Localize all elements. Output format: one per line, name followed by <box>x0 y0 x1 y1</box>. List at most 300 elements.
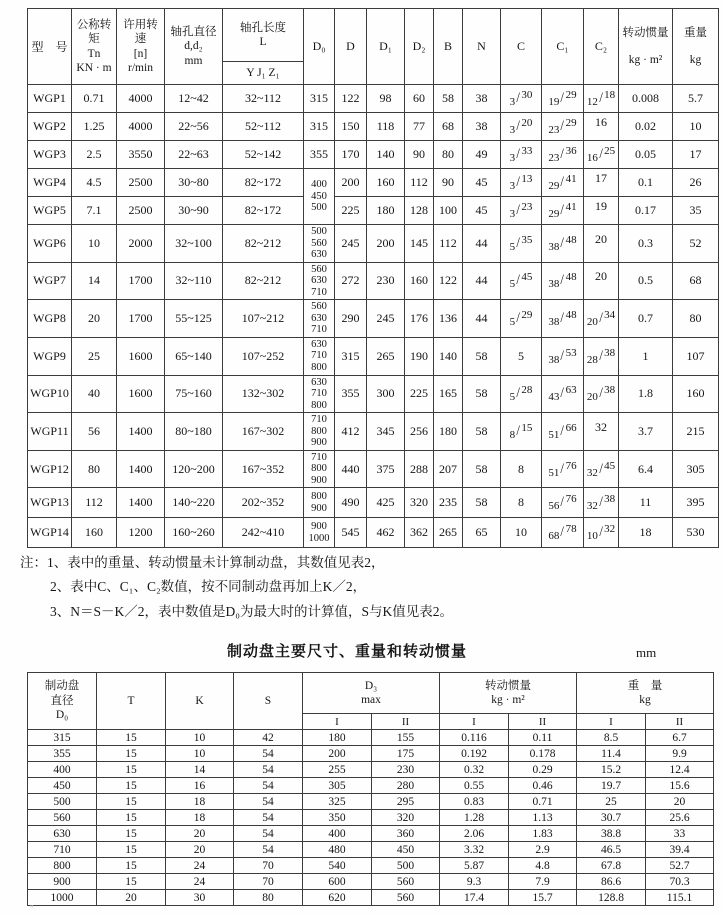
cell-inertia-I: 9.3 <box>440 874 509 890</box>
cell-t: 15 <box>97 746 166 762</box>
cell-weight: 215 <box>673 413 719 451</box>
cell-b: 100 <box>434 197 463 225</box>
cell-len: 167~302 <box>223 413 304 451</box>
cell-torque: 80 <box>72 450 117 488</box>
header-line: 重 量 <box>627 679 663 692</box>
cell-weight-I: 38.8 <box>577 826 646 842</box>
cell-inertia-II: 15.7 <box>509 890 577 906</box>
cell-model: WGP9 <box>28 337 72 375</box>
cell-t: 15 <box>97 858 166 874</box>
cell-weight-II: 9.9 <box>646 746 714 762</box>
cell-len: 167~352 <box>223 450 304 488</box>
cell-len: 52~142 <box>223 141 304 169</box>
cell-d3-I: 255 <box>303 762 372 778</box>
cell-disc-d0: 800 <box>28 858 97 874</box>
cell-k: 10 <box>166 730 234 746</box>
cell-s: 54 <box>234 778 303 794</box>
cell-n: 58 <box>463 413 501 451</box>
cell-t: 15 <box>97 778 166 794</box>
cell-d3-II: 500 <box>372 858 440 874</box>
header-line: max <box>361 694 381 706</box>
cell-d2: 288 <box>405 450 434 488</box>
cell-speed: 3550 <box>117 141 165 169</box>
header-line: 直径 <box>50 694 74 707</box>
cell-disc-d0: 450 <box>28 778 97 794</box>
cell-d3-II: 560 <box>372 890 440 906</box>
cell-speed: 1700 <box>117 300 165 338</box>
cell-c: 5/45 <box>501 262 542 300</box>
cell-c1: 38/53 <box>542 337 584 375</box>
cell-d: 440 <box>335 450 367 488</box>
cell-disc-d0: 315 <box>28 730 97 746</box>
cell-d3-I: 600 <box>303 874 372 890</box>
cell-t: 15 <box>97 810 166 826</box>
cell-len: 52~112 <box>223 113 304 141</box>
cell-weight: 530 <box>673 518 719 548</box>
cell-speed: 1400 <box>117 450 165 488</box>
cell-weight-I: 86.6 <box>577 874 646 890</box>
cell-weight-I: 11.4 <box>577 746 646 762</box>
col-header-b: B <box>434 9 463 85</box>
cell-d3-II: 155 <box>372 730 440 746</box>
cell-d: 225 <box>335 197 367 225</box>
cell-weight-I: 15.2 <box>577 762 646 778</box>
cell-speed: 4000 <box>117 113 165 141</box>
header-line: L <box>259 36 267 48</box>
cell-weight: 68 <box>673 262 719 300</box>
cell-s: 42 <box>234 730 303 746</box>
cell-c: 8/15 <box>501 413 542 451</box>
cell-disc-d0: 630 <box>28 826 97 842</box>
cell-d1: 345 <box>367 413 405 451</box>
cell-speed: 4000 <box>117 85 165 113</box>
cell-model: WGP3 <box>28 141 72 169</box>
cell-d1: 118 <box>367 113 405 141</box>
cell-c: 3/20 <box>501 113 542 141</box>
cell-weight-I: 30.7 <box>577 810 646 826</box>
cell-model: WGP4 <box>28 169 72 197</box>
cell-inertia-II: 4.8 <box>509 858 577 874</box>
header-line: d,d₂ <box>184 40 203 53</box>
cell-weight-II: 115.1 <box>646 890 714 906</box>
cell-n: 58 <box>463 450 501 488</box>
cell-inertia: 0.5 <box>619 262 673 300</box>
cell-speed: 1600 <box>117 337 165 375</box>
cell-d0: 355 <box>304 141 335 169</box>
header-line: 重量 <box>684 27 707 40</box>
cell-c: 5/35 <box>501 225 542 263</box>
cell-inertia-II: 0.71 <box>509 794 577 810</box>
cell-torque: 20 <box>72 300 117 338</box>
cell-len: 82~172 <box>223 197 304 225</box>
cell-weight-II: 20 <box>646 794 714 810</box>
cell-c2: 28/38 <box>584 337 619 375</box>
cell-inertia: 3.7 <box>619 413 673 451</box>
cell-len: 82~212 <box>223 262 304 300</box>
cell-d3-II: 360 <box>372 826 440 842</box>
table-row <box>28 262 719 300</box>
cell-d2: 176 <box>405 300 434 338</box>
cell-torque: 1.25 <box>72 113 117 141</box>
cell-disc-d0: 900 <box>28 874 97 890</box>
subcol-inertia-II: II <box>509 714 577 730</box>
cell-inertia: 18 <box>619 518 673 548</box>
header-line: Tn <box>87 47 101 60</box>
table-row <box>28 890 714 906</box>
cell-b: 207 <box>434 450 463 488</box>
cell-d: 355 <box>335 375 367 413</box>
header-line: 轴孔直径 <box>170 25 217 38</box>
cell-n: 38 <box>463 113 501 141</box>
cell-d3-II: 230 <box>372 762 440 778</box>
cell-model: WGP12 <box>28 450 72 488</box>
cell-inertia-I: 5.87 <box>440 858 509 874</box>
brake-disc-table <box>27 672 714 906</box>
cell-d1: 200 <box>367 225 405 263</box>
cell-inertia-II: 2.9 <box>509 842 577 858</box>
cell-d2: 77 <box>405 113 434 141</box>
cell-d2: 145 <box>405 225 434 263</box>
cell-d2: 362 <box>405 518 434 548</box>
cell-torque: 7.1 <box>72 197 117 225</box>
col-header-d0: D₀ <box>304 9 335 85</box>
cell-c: 10 <box>501 518 542 548</box>
cell-s: 54 <box>234 746 303 762</box>
cell-weight-I: 67.8 <box>577 858 646 874</box>
subcol-d3-I: I <box>303 714 372 730</box>
cell-c1: 29/41 <box>542 169 584 197</box>
col-header-torque <box>72 9 117 85</box>
table-row <box>28 858 714 874</box>
cell-model: WGP5 <box>28 197 72 225</box>
col-header-c1: C₁ <box>542 9 584 85</box>
cell-model: WGP11 <box>28 413 72 451</box>
cell-weight-I: 25 <box>577 794 646 810</box>
cell-s: 80 <box>234 890 303 906</box>
cell-k: 18 <box>166 794 234 810</box>
cell-len: 82~172 <box>223 169 304 197</box>
cell-s: 54 <box>234 794 303 810</box>
cell-d: 200 <box>335 169 367 197</box>
cell-weight-II: 39.4 <box>646 842 714 858</box>
cell-c2: 19 <box>584 193 619 221</box>
cell-c2: 20 <box>584 258 619 296</box>
col-header-c: C <box>501 9 542 85</box>
cell-d: 545 <box>335 518 367 548</box>
cell-torque: 4.5 <box>72 169 117 197</box>
cell-d1: 180 <box>367 197 405 225</box>
cell-d3-I: 620 <box>303 890 372 906</box>
cell-d1: 265 <box>367 337 405 375</box>
cell-d0: 900 1000 <box>304 518 335 548</box>
cell-speed: 1600 <box>117 375 165 413</box>
cell-c2: 32 <box>584 409 619 447</box>
cell-c1: 23/29 <box>542 113 584 141</box>
cell-d1: 98 <box>367 85 405 113</box>
cell-b: 180 <box>434 413 463 451</box>
cell-t: 20 <box>97 890 166 906</box>
cell-len: 32~112 <box>223 85 304 113</box>
table-row <box>28 518 719 548</box>
cell-d0: 560 630 710 <box>304 262 335 300</box>
cell-disc-d0: 710 <box>28 842 97 858</box>
cell-inertia: 11 <box>619 488 673 518</box>
col-subheader-yjz: Y J₁ Z₁ <box>223 62 304 85</box>
table-row <box>28 842 714 858</box>
cell-weight-I: 8.5 <box>577 730 646 746</box>
header-line: D₃ <box>364 679 378 692</box>
cell-inertia-II: 7.9 <box>509 874 577 890</box>
cell-disc-d0: 355 <box>28 746 97 762</box>
header-line: 许用转速 <box>123 18 158 46</box>
cell-d3-II: 295 <box>372 794 440 810</box>
cell-d: 150 <box>335 113 367 141</box>
table-row <box>28 778 714 794</box>
cell-c1: 29/41 <box>542 197 584 225</box>
cell-n: 44 <box>463 300 501 338</box>
cell-d0: 710 800 900 <box>304 450 335 488</box>
brake-disc-table-title: 制动盘主要尺寸、重量和转动惯量 <box>226 644 467 660</box>
cell-b: 58 <box>434 85 463 113</box>
cell-b: 136 <box>434 300 463 338</box>
cell-d2: 256 <box>405 413 434 451</box>
cell-c1: 68/78 <box>542 518 584 548</box>
cell-torque: 14 <box>72 262 117 300</box>
cell-n: 45 <box>463 169 501 197</box>
cell-c2: 16/25 <box>584 141 619 169</box>
cell-bore: 32~110 <box>165 262 223 300</box>
cell-d3-I: 350 <box>303 810 372 826</box>
table-row <box>28 450 719 488</box>
cell-c: 3/23 <box>501 197 542 225</box>
cell-inertia-I: 2.06 <box>440 826 509 842</box>
cell-speed: 2500 <box>117 169 165 197</box>
col-group-d3-max <box>303 673 440 714</box>
cell-d2: 225 <box>405 375 434 413</box>
cell-n: 44 <box>463 262 501 300</box>
header-line: D₀ <box>55 709 69 722</box>
coupling-table-body <box>28 85 719 548</box>
cell-n: 44 <box>463 225 501 263</box>
cell-d0: 630 710 800 <box>304 337 335 375</box>
cell-speed: 1700 <box>117 262 165 300</box>
cell-torque: 25 <box>72 337 117 375</box>
cell-model: WGP8 <box>28 300 72 338</box>
cell-b: 140 <box>434 337 463 375</box>
cell-inertia: 0.05 <box>619 141 673 169</box>
cell-speed: 1400 <box>117 488 165 518</box>
cell-d0: 315 <box>304 85 335 113</box>
cell-torque: 10 <box>72 225 117 263</box>
cell-bore: 22~63 <box>165 141 223 169</box>
cell-s: 70 <box>234 874 303 890</box>
table-row <box>28 488 719 518</box>
cell-c1: 56/76 <box>542 488 584 518</box>
cell-c2: 17 <box>584 165 619 193</box>
header-line: kg · m² <box>628 53 663 66</box>
cell-d3-II: 280 <box>372 778 440 794</box>
cell-len: 242~410 <box>223 518 304 548</box>
cell-speed: 1200 <box>117 518 165 548</box>
cell-bore: 22~56 <box>165 113 223 141</box>
col-header-weight <box>673 9 719 85</box>
cell-torque: 40 <box>72 375 117 413</box>
cell-weight-I: 19.7 <box>577 778 646 794</box>
header-line: r/min <box>128 61 153 74</box>
cell-weight: 80 <box>673 300 719 338</box>
cell-n: 58 <box>463 375 501 413</box>
cell-k: 24 <box>166 874 234 890</box>
cell-d: 122 <box>335 85 367 113</box>
cell-d0: 560 630 710 <box>304 300 335 338</box>
cell-d0: 630 710 800 <box>304 375 335 413</box>
cell-model: WGP7 <box>28 262 72 300</box>
table-row <box>28 300 719 338</box>
cell-c: 5/28 <box>501 375 542 413</box>
cell-d: 272 <box>335 262 367 300</box>
cell-d0: 315 <box>304 113 335 141</box>
cell-weight-I: 46.5 <box>577 842 646 858</box>
header-line: 转动惯量 <box>622 27 669 40</box>
cell-inertia-I: 0.192 <box>440 746 509 762</box>
table-row <box>28 730 714 746</box>
cell-t: 15 <box>97 794 166 810</box>
cell-k: 18 <box>166 810 234 826</box>
header-line: 轴孔长度 <box>240 21 286 34</box>
cell-model: WGP10 <box>28 375 72 413</box>
cell-d: 412 <box>335 413 367 451</box>
cell-inertia-II: 1.83 <box>509 826 577 842</box>
cell-len: 107~212 <box>223 300 304 338</box>
header-line: KN · m <box>76 61 112 74</box>
cell-disc-d0: 500 <box>28 794 97 810</box>
cell-c2: 20/38 <box>584 375 619 413</box>
cell-c: 5 <box>501 337 542 375</box>
brake-disc-table-header <box>28 673 714 730</box>
table-row <box>28 337 719 375</box>
cell-c: 8 <box>501 450 542 488</box>
cell-d2: 90 <box>405 141 434 169</box>
cell-bore: 30~80 <box>165 169 223 197</box>
cell-c1: 38/48 <box>542 262 584 300</box>
col-header-bore-diameter <box>165 9 223 85</box>
cell-d0: 710 800 900 <box>304 413 335 451</box>
cell-bore: 30~90 <box>165 197 223 225</box>
coupling-table-header <box>28 9 719 85</box>
cell-c: 3/13 <box>501 169 542 197</box>
header-line: kg <box>689 53 702 66</box>
table-row <box>28 113 719 141</box>
cell-inertia-I: 1.28 <box>440 810 509 826</box>
cell-d3-II: 560 <box>372 874 440 890</box>
cell-d1: 425 <box>367 488 405 518</box>
header-line: 公称转矩 <box>76 18 112 46</box>
cell-weight: 160 <box>673 375 719 413</box>
cell-d3-I: 400 <box>303 826 372 842</box>
cell-c2: 20/34 <box>584 300 619 338</box>
cell-c2: 16 <box>584 109 619 137</box>
cell-bore: 80~180 <box>165 413 223 451</box>
note-line-2: 2、表中C、C₁、C₂数值，按不同制动盘再加上K／2， <box>50 579 367 595</box>
cell-c2: 20 <box>584 221 619 259</box>
cell-t: 15 <box>97 730 166 746</box>
cell-t: 15 <box>97 762 166 778</box>
header-line: kg · m² <box>491 694 525 706</box>
cell-d3-I: 200 <box>303 746 372 762</box>
cell-bore: 160~260 <box>165 518 223 548</box>
col-header-n: N <box>463 9 501 85</box>
cell-b: 112 <box>434 225 463 263</box>
table-row <box>28 746 714 762</box>
cell-c2: 12/18 <box>584 85 619 113</box>
cell-c: 3/30 <box>501 85 542 113</box>
cell-d1: 140 <box>367 141 405 169</box>
cell-b: 80 <box>434 141 463 169</box>
cell-weight: 17 <box>673 141 719 169</box>
subcol-weight-II: II <box>646 714 714 730</box>
cell-d: 315 <box>335 337 367 375</box>
cell-inertia: 1 <box>619 337 673 375</box>
cell-model: WGP6 <box>28 225 72 263</box>
header-line: kg <box>639 694 651 706</box>
cell-d3-II: 175 <box>372 746 440 762</box>
col-header-d: D <box>335 9 367 85</box>
brake-disc-table-body <box>28 730 714 906</box>
col-header-disc-diameter <box>28 673 97 730</box>
cell-t: 15 <box>97 842 166 858</box>
cell-k: 24 <box>166 858 234 874</box>
cell-bore: 32~100 <box>165 225 223 263</box>
cell-inertia-I: 3.32 <box>440 842 509 858</box>
cell-weight-II: 6.7 <box>646 730 714 746</box>
cell-inertia: 0.3 <box>619 225 673 263</box>
cell-d3-I: 480 <box>303 842 372 858</box>
cell-d1: 160 <box>367 169 405 197</box>
cell-d3-II: 320 <box>372 810 440 826</box>
cell-d3-II: 450 <box>372 842 440 858</box>
cell-disc-d0: 560 <box>28 810 97 826</box>
cell-d3-I: 325 <box>303 794 372 810</box>
cell-speed: 2000 <box>117 225 165 263</box>
cell-t: 15 <box>97 874 166 890</box>
cell-d1: 375 <box>367 450 405 488</box>
cell-inertia: 0.02 <box>619 113 673 141</box>
cell-n: 58 <box>463 488 501 518</box>
cell-torque: 2.5 <box>72 141 117 169</box>
col-header-k: K <box>166 673 234 730</box>
cell-speed: 1400 <box>117 413 165 451</box>
cell-d1: 245 <box>367 300 405 338</box>
cell-c: 8 <box>501 488 542 518</box>
cell-bore: 65~140 <box>165 337 223 375</box>
cell-d2: 160 <box>405 262 434 300</box>
cell-len: 107~252 <box>223 337 304 375</box>
col-header-bore-length <box>223 9 304 62</box>
cell-inertia-II: 0.46 <box>509 778 577 794</box>
cell-weight-II: 15.6 <box>646 778 714 794</box>
col-group-inertia <box>440 673 577 714</box>
cell-d2: 320 <box>405 488 434 518</box>
header-line: 转动惯量 <box>485 679 531 692</box>
cell-c2: 10/32 <box>584 518 619 548</box>
cell-c2: 32/38 <box>584 488 619 518</box>
table-row <box>28 225 719 263</box>
cell-k: 20 <box>166 826 234 842</box>
cell-d: 290 <box>335 300 367 338</box>
cell-bore: 75~160 <box>165 375 223 413</box>
cell-c1: 51/66 <box>542 413 584 451</box>
cell-len: 132~302 <box>223 375 304 413</box>
